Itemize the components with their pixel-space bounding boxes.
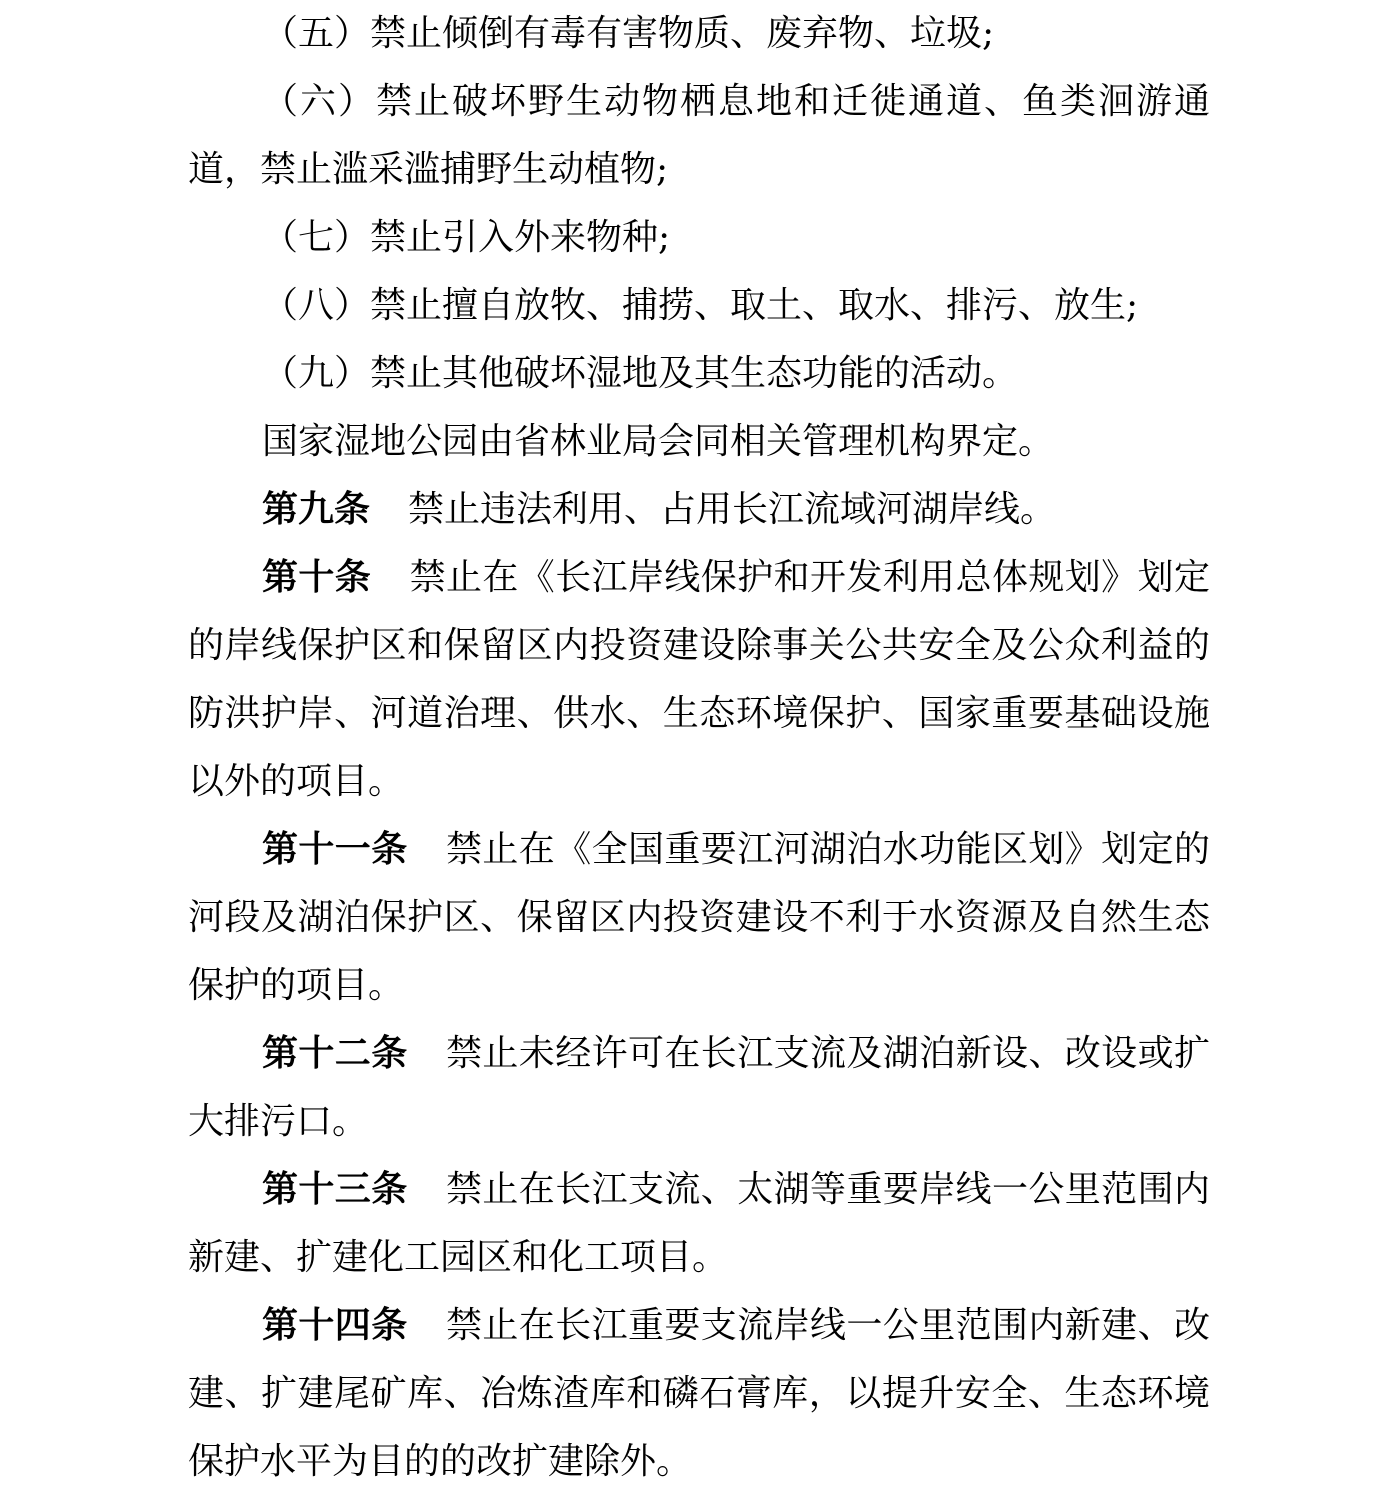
article-11: [188, 816, 1210, 1020]
article-text: 禁止在长江支流、太湖等重要岸线一公里范围内新建、扩建化工园区和化工项目。: [188, 1169, 1210, 1278]
article-label: 第十条: [262, 557, 372, 598]
article-10: [188, 544, 1210, 816]
article-text: 禁止在《长江岸线保护和开发利用总体规划》划定的岸线保护区和保留区内投资建设除事关公共安全及公众利益的防洪护岸、河道治理、供水、生态环境保护、国家重要基础设施以外的项目。: [188, 557, 1210, 802]
clause-item-6: （六）禁止破坏野生动物栖息地和迁徙通道、鱼类洄游通道，禁止滥采滥捕野生动植物;: [188, 81, 1210, 190]
article-text: 禁止违法利用、占用长江流域河湖岸线。: [408, 489, 1057, 530]
article-label: 第九条: [262, 489, 371, 530]
document-page: [188, 0, 1210, 1496]
wetland-park-note: 国家湿地公园由省林业局会同相关管理机构界定。: [262, 421, 1055, 462]
article-label: 第十三条: [262, 1169, 408, 1210]
article-13: [188, 1156, 1210, 1292]
article-label: 第十四条: [262, 1305, 408, 1346]
article-text: 禁止在《全国重要江河湖泊水功能区划》划定的河段及湖泊保护区、保留区内投资建设不利于水资源及自然生态保护的项目。: [188, 829, 1210, 1006]
article-label: 第十一条: [262, 829, 408, 870]
article-9: [188, 476, 1210, 544]
clause-item-5: （五）禁止倾倒有毒有害物质、废弃物、垃圾;: [262, 13, 995, 54]
article-text: 禁止未经许可在长江支流及湖泊新设、改设或扩大排污口。: [188, 1033, 1210, 1142]
clause-item-8: （八）禁止擅自放牧、捕捞、取土、取水、排污、放生;: [262, 285, 1139, 326]
article-12: [188, 1020, 1210, 1156]
clause-item-7: （七）禁止引入外来物种;: [262, 217, 671, 258]
article-label: 第十二条: [262, 1033, 408, 1074]
clause-item-9: （九）禁止其他破坏湿地及其生态功能的活动。: [262, 353, 1019, 394]
article-14: [188, 1292, 1210, 1496]
article-text: 禁止在长江重要支流岸线一公里范围内新建、改建、扩建尾矿库、冶炼渣库和磷石膏库，以提升安全、生态环境保护水平为目的的改扩建除外。: [188, 1305, 1210, 1482]
